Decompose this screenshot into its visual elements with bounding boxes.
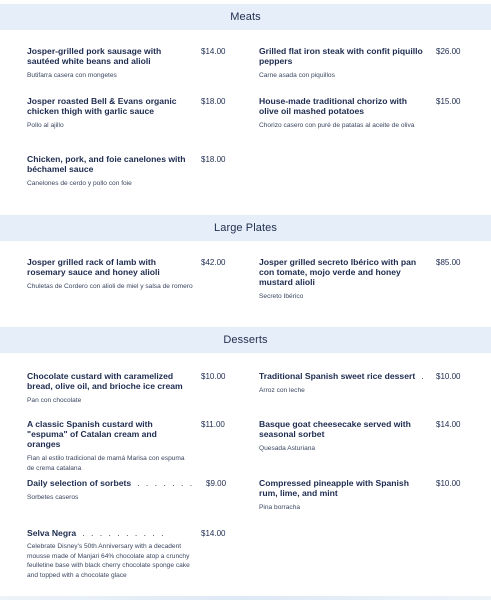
item-description: Pina borracha: [259, 504, 301, 511]
item-price: $18.00: [201, 155, 226, 164]
item-name: Josper-grilled pork sausage with sautéed white beans and alioli: [27, 46, 162, 66]
item-price: $85.00: [436, 258, 461, 267]
item-name: Grilled flat iron steak with confit piquillo peppers: [259, 46, 423, 66]
menu-item: [259, 371, 434, 396]
menu-item: [259, 257, 427, 302]
item-name: Josper grilled secreto Ibérico with pan con tomate, mojo verde and honey mustard alioli: [259, 257, 417, 287]
item-name: Josper grilled rack of lamb with rosemary sauce and honey alioli: [27, 257, 160, 277]
item-name-text: Traditional Spanish sweet rice dessert: [259, 371, 416, 381]
item-price: $18.00: [201, 97, 226, 106]
item-name: A classic Spanish custard with "espuma" of Catalan cream and oranges: [27, 419, 157, 449]
item-description: Quesada Asturiana: [259, 445, 316, 452]
item-name: Basque goat cheesecake served with seasonal sorbet: [259, 419, 411, 439]
item-description: Secreto Ibérico: [259, 293, 304, 300]
item-price: $14.00: [201, 529, 226, 538]
item-price: $42.00: [201, 258, 226, 267]
item-name: [27, 528, 197, 538]
item-name-text: Selva Negra: [27, 528, 77, 538]
section-title: Desserts: [223, 334, 268, 346]
menu-item: [27, 154, 192, 189]
menu-item: [259, 419, 427, 454]
item-name: [259, 371, 434, 381]
item-name: House-made traditional chorizo with olive oil mashed potatoes: [259, 96, 408, 116]
item-price: $10.00: [436, 372, 461, 381]
item-description: Butifarra casera con mongetes: [27, 72, 117, 79]
menu-item: [259, 478, 427, 513]
item-description: Arroz con leche: [259, 387, 305, 394]
item-description: Carne asada con piquillos: [259, 72, 335, 79]
item-description: Chuletas de Cordero con alioli de miel y salsa de romero: [27, 283, 193, 290]
section-header-meats: [0, 4, 491, 30]
item-name-text: Daily selection of sorbets: [27, 478, 132, 488]
item-description: Chorizo casero con puré de patatas al aceite de oliva: [259, 122, 415, 129]
menu-item: [27, 528, 197, 580]
section-header-large-plates: [0, 215, 491, 241]
leader-dots: . . . . . . .: [137, 478, 195, 488]
menu-item: [27, 96, 192, 131]
leader-dots: .: [421, 371, 426, 381]
menu-item: [27, 419, 192, 473]
item-name: Compressed pineapple with Spanish rum, lime, and mint: [259, 478, 409, 498]
menu-item: [27, 257, 195, 292]
item-price: $11.00: [201, 420, 225, 429]
section-title: Meats: [230, 11, 261, 23]
item-price: $26.00: [436, 47, 461, 56]
section-title: Large Plates: [214, 222, 277, 234]
menu-item: [27, 371, 192, 406]
section-header-desserts: [0, 327, 491, 353]
item-name: Chicken, pork, and foie canelones with béchamel sauce: [27, 154, 186, 174]
item-price: $10.00: [436, 479, 461, 488]
page-bottom-edge: [0, 596, 491, 600]
item-name: Chocolate custard with caramelized bread, olive oil, and brioche ice cream: [27, 371, 183, 391]
menu-item: [259, 46, 427, 81]
item-description: Sorbetes caseros: [27, 494, 79, 501]
item-description: Flan al estilo tradicional de mamá Marisa con espuma de crema catalana: [27, 455, 185, 472]
item-description: Celebrate Disney's 50th Anniversary with a decadent mousse made of Manjari 64% chocolate atop a crunchy feulletine base with black cherry chocolate sponge cake and topped with a chocolate glace: [27, 543, 190, 579]
menu-item: [27, 46, 192, 81]
item-description: Canelones de cerdo y pollo con foie: [27, 180, 132, 187]
item-name: Josper roasted Bell & Evans organic chicken thigh with garlic sauce: [27, 96, 177, 116]
item-name: [27, 478, 207, 488]
leader-dots: . . . . . . . . . .: [82, 528, 166, 538]
item-price: $9.00: [206, 479, 227, 488]
item-price: $14.00: [436, 420, 461, 429]
menu-item: [259, 96, 427, 131]
item-price: $14.00: [201, 47, 226, 56]
item-price: $10.00: [201, 372, 226, 381]
item-description: Pan con chocolate: [27, 397, 82, 404]
item-price: $15.00: [436, 97, 461, 106]
menu-item: [27, 478, 207, 503]
item-description: Pollo al ajillo: [27, 122, 64, 129]
